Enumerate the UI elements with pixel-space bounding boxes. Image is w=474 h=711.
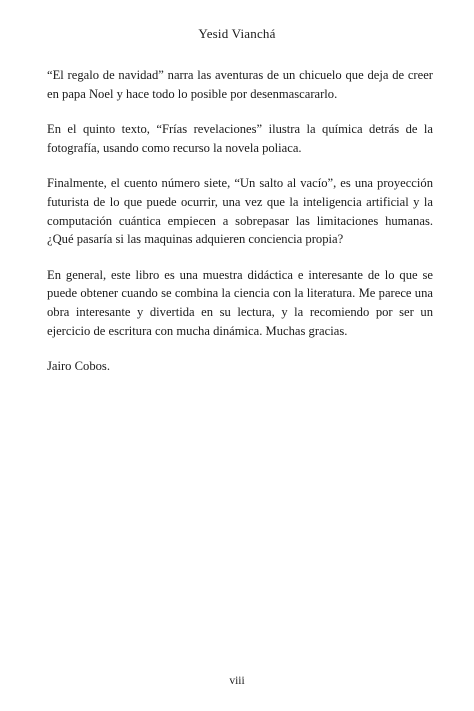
paragraph-frias-revelaciones: En el quinto texto, “Frías revelaciones” ilustra la química detrás de la fotografía, usando como recurso la novela poliaca. <box>47 122 433 155</box>
paragraph-conclusion: En general, este libro es una muestra didáctica e interesante de lo que se puede obtener cuando se combina la ciencia con la literatura. Me parece una obra interesante y divertida en su lectura, y la recomiendo por ser un ejercicio de escritura con mucha dinámica. Muchas gracias. <box>47 267 433 338</box>
page-body <box>47 66 433 393</box>
paragraph-un-salto-al-vacio: Finalmente, el cuento número siete, “Un salto al vacío”, es una proyección futurista de lo que puede ocurrir, una vez que la inteligencia artificial y la computación cuántica empiecen a sobrepasar las limitaciones humanas. ¿Qué pasaría si las maquinas adquieren conciencia propia? <box>47 176 433 247</box>
paragraph-regalo-de-navidad: “El regalo de navidad” narra las aventuras de un chicuelo que deja de creer en papa Noel y hace todo lo posible por desenmascararlo. <box>47 68 433 101</box>
running-header: Yesid Vianchá <box>198 26 276 41</box>
page-number: viii <box>229 675 245 687</box>
signature-line: Jairo Cobos. <box>47 359 110 374</box>
